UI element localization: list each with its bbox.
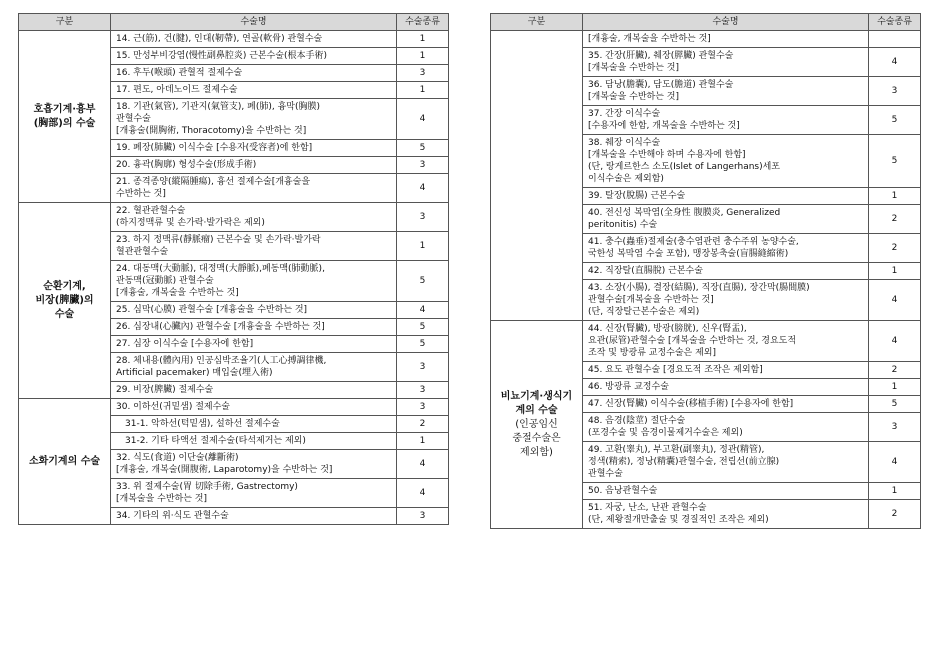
surgery-name-cell: 31-2. 기타 타액선 절제수술(타석제거는 제외) — [111, 433, 397, 450]
surgery-type-cell: 5 — [397, 140, 449, 157]
surgery-name-cell: 39. 탈장(脫腸) 근본수술 — [583, 188, 869, 205]
surgery-name-cell: 16. 후두(喉頭) 관혈적 절제수술 — [111, 65, 397, 82]
surgery-name-cell: 32. 식도(食道) 이단술(離斷術) [개흉술, 개복술(開腹術, Laparotomy)을 수반하는 것] — [111, 450, 397, 479]
category-cell — [19, 399, 111, 525]
surgery-type-cell: 2 — [397, 416, 449, 433]
surgery-name-cell: 21. 종격종양(縱隔腫瘍), 흉선 절제수술[개흉술을 수반하는 것] — [111, 174, 397, 203]
header-row — [491, 14, 921, 31]
surgery-name-cell: 25. 심막(心膜) 관혈수술 [개흉술을 수반하는 것] — [111, 302, 397, 319]
surgery-name-cell: 48. 음경(陰莖) 절단수술 (포경수술 및 음경이물제거수술은 제외) — [583, 413, 869, 442]
surgery-type-cell: 1 — [397, 232, 449, 261]
surgery-type-cell: 5 — [869, 135, 921, 188]
surgery-type-cell: 3 — [397, 157, 449, 174]
surgery-name-cell: [개흉술, 개복술을 수반하는 것] — [583, 31, 869, 48]
surgery-name-cell: 31-1. 악하선(턱밑샘), 설하선 절제수술 — [111, 416, 397, 433]
category-cell — [19, 203, 111, 399]
header-category: 구분 — [19, 14, 111, 31]
table-row — [19, 399, 449, 416]
surgery-name-cell: 43. 소장(小腸), 결장(結腸), 직장(直腸), 장간막(腸間膜) 관혈수술[개복술을 수반하는 것] (단, 직장탈근본수술은 제외) — [583, 280, 869, 321]
table-row — [491, 321, 921, 362]
surgery-type-cell: 3 — [397, 353, 449, 382]
surgery-type-cell: 2 — [869, 362, 921, 379]
category-label: 소화기계의 수술 — [28, 455, 101, 467]
surgery-name-cell: 27. 심장 이식수술 [수용자에 한함] — [111, 336, 397, 353]
table-row — [19, 31, 449, 48]
surgery-name-cell: 24. 대동맥(大動脈), 대정맥(大靜脈),폐동맥(肺動脈), 관동맥(冠動脈) 관혈수술 [개흉술, 개복술을 수반하는 것] — [111, 261, 397, 302]
surgery-name-cell: 35. 간장(肝臟), 췌장(膵臟) 관혈수술 [개복술을 수반하는 것] — [583, 48, 869, 77]
surgery-name-cell: 38. 췌장 이식수술 [개복술을 수반해야 하며 수용자에 한함] (단, 랑게르한스 소도(Islet of Langerhans)세포 이식수술은 제외함) — [583, 135, 869, 188]
surgery-name-cell: 26. 심장내(心臟內) 관혈수술 [개흉술을 수반하는 것] — [111, 319, 397, 336]
category-cell — [491, 31, 583, 321]
surgery-name-cell: 22. 혈관관혈수술 (하지정맥류 및 손가락·발가락은 제외) — [111, 203, 397, 232]
surgery-type-cell: 3 — [397, 382, 449, 399]
surgery-name-cell: 42. 직장탈(直腸脫) 근본수술 — [583, 263, 869, 280]
header-surgery-name: 수술명 — [583, 14, 869, 31]
surgery-type-cell: 5 — [397, 336, 449, 353]
surgery-type-cell: 1 — [869, 483, 921, 500]
surgery-name-cell: 40. 전신성 복막염(全身性 腹膜炎, Generalized peritonitis) 수술 — [583, 205, 869, 234]
surgery-name-cell: 34. 기타의 위·식도 관혈수술 — [111, 508, 397, 525]
header-category: 구분 — [491, 14, 583, 31]
table-row — [491, 31, 921, 48]
surgery-type-cell — [869, 31, 921, 48]
surgery-type-cell: 3 — [869, 413, 921, 442]
surgery-type-cell: 1 — [869, 188, 921, 205]
category-note: (인공임신 중절수술은 제외함) — [512, 418, 561, 458]
category-label: 순환기계, 비장(脾臟)의 수술 — [35, 280, 94, 320]
surgery-type-cell: 4 — [397, 479, 449, 508]
surgery-type-cell: 5 — [869, 106, 921, 135]
surgery-type-cell: 1 — [397, 48, 449, 65]
surgery-name-cell: 29. 비장(脾臟) 절제수술 — [111, 382, 397, 399]
header-surgery-name: 수술명 — [111, 14, 397, 31]
header-surgery-type: 수술종류 — [397, 14, 449, 31]
surgery-type-cell: 5 — [397, 319, 449, 336]
surgery-name-cell: 33. 위 절제수술(胃 切除手術, Gastrectomy) [개복술을 수반하는 것] — [111, 479, 397, 508]
left-table-body — [19, 14, 449, 525]
table-row — [19, 203, 449, 232]
header-surgery-type: 수술종류 — [869, 14, 921, 31]
category-cell — [491, 321, 583, 529]
surgery-type-cell: 1 — [869, 263, 921, 280]
surgery-type-cell: 4 — [397, 450, 449, 479]
surgery-type-cell: 4 — [397, 302, 449, 319]
surgery-type-cell: 3 — [869, 77, 921, 106]
surgery-name-cell: 36. 담낭(膽囊), 담도(膽道) 관혈수술 [개복술을 수반하는 것] — [583, 77, 869, 106]
surgery-name-cell: 28. 체내용(體內用) 인공심박조율기(人工心搏調律機, Artificial pacemaker) 매입술(埋入術) — [111, 353, 397, 382]
surgery-name-cell: 30. 이하선(귀밑샘) 절제수술 — [111, 399, 397, 416]
surgery-name-cell: 19. 폐장(肺臟) 이식수술 [수용자(受容者)에 한함] — [111, 140, 397, 157]
surgery-name-cell: 17. 편도, 아데노이드 절제수술 — [111, 82, 397, 99]
surgery-type-cell: 4 — [869, 442, 921, 483]
surgery-name-cell: 14. 근(筋), 건(腱), 인대(靭帶), 연골(軟骨) 관혈수술 — [111, 31, 397, 48]
surgery-type-cell: 3 — [397, 399, 449, 416]
surgery-name-cell: 20. 흉곽(胸廓) 형성수술(形成手術) — [111, 157, 397, 174]
surgery-name-cell: 37. 간장 이식수술 [수용자에 한함, 개복술을 수반하는 것] — [583, 106, 869, 135]
surgery-name-cell: 23. 하지 정맥류(靜脈瘤) 근본수술 및 손가락·발가락 혈관관혈수술 — [111, 232, 397, 261]
surgery-type-cell: 2 — [869, 205, 921, 234]
surgery-type-cell: 1 — [397, 82, 449, 99]
surgery-type-cell: 2 — [869, 234, 921, 263]
surgery-type-cell: 3 — [397, 508, 449, 525]
surgery-name-cell: 50. 음낭관혈수술 — [583, 483, 869, 500]
category-cell — [19, 31, 111, 203]
header-row — [19, 14, 449, 31]
surgery-name-cell: 45. 요도 관혈수술 [경요도적 조작은 제외함] — [583, 362, 869, 379]
surgery-name-cell: 46. 방광류 교정수술 — [583, 379, 869, 396]
surgery-type-cell: 4 — [869, 321, 921, 362]
surgery-type-cell: 5 — [869, 396, 921, 413]
surgery-name-cell: 47. 신장(腎臟) 이식수술(移植手術) [수용자에 한함] — [583, 396, 869, 413]
surgery-type-cell: 2 — [869, 500, 921, 529]
surgery-type-cell: 4 — [397, 99, 449, 140]
category-label: 비뇨기계·생식기 계의 수술 — [500, 390, 573, 416]
surgery-name-cell: 51. 자궁, 난소, 난관 관혈수술 (단, 제왕절개만출술 및 경질적인 조작은 제외) — [583, 500, 869, 529]
surgery-type-cell: 1 — [397, 433, 449, 450]
category-label: 호흡기계·흉부 (胸部)의 수술 — [33, 103, 96, 129]
surgery-type-cell: 4 — [397, 174, 449, 203]
surgery-type-cell: 4 — [869, 280, 921, 321]
surgery-name-cell: 41. 충수(蟲垂)절제술(충수염관련 충수주위 농양수술, 국한성 복막염 수술 포함), 맹장봉축술(盲腸縫縮術) — [583, 234, 869, 263]
surgery-type-cell: 1 — [869, 379, 921, 396]
surgery-type-cell: 3 — [397, 203, 449, 232]
surgery-type-cell: 4 — [869, 48, 921, 77]
surgery-name-cell: 44. 신장(腎臟), 방광(膀胱), 신우(腎盂), 요관(尿管)관혈수술 [개복술을 수반하는 것, 경요도적 조작 및 방광류 교정수술은 제외] — [583, 321, 869, 362]
right-table-body — [491, 14, 921, 529]
surgery-name-cell: 15. 만성부비강염(慢性副鼻腔炎) 근본수술(根本手術) — [111, 48, 397, 65]
surgery-type-cell: 3 — [397, 65, 449, 82]
surgery-name-cell: 18. 기관(氣管), 기관지(氣管支), 폐(肺), 흉막(胸膜) 관혈수술 [개흉술(開胸術, Thoracotomy)을 수반하는 것] — [111, 99, 397, 140]
surgery-table-right — [490, 13, 921, 529]
surgery-name-cell: 49. 고환(睾丸), 부고환(副睾丸), 정관(精管), 정색(精索), 정낭(精囊)관혈수술, 전립선(前立腺) 관혈수술 — [583, 442, 869, 483]
surgery-type-cell: 5 — [397, 261, 449, 302]
surgery-type-cell: 1 — [397, 31, 449, 48]
surgery-table-left — [18, 13, 449, 525]
